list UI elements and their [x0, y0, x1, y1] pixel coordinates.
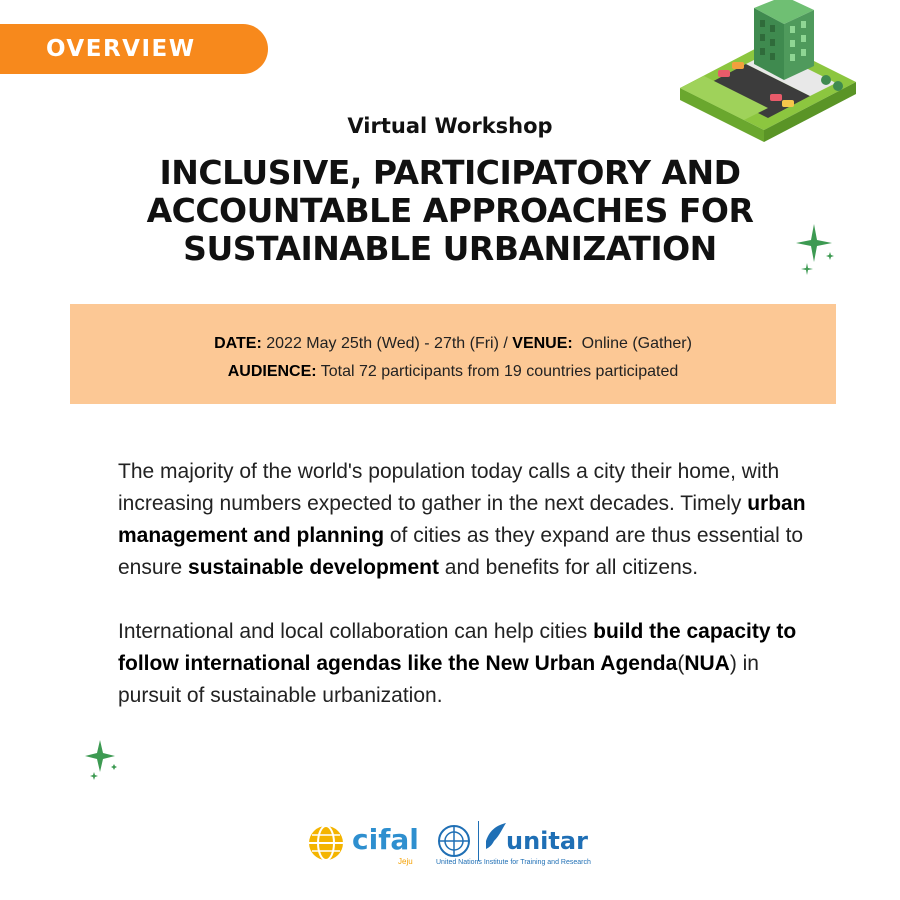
paragraph-2-bold-b: NUA: [684, 652, 730, 675]
unitar-logo-subtext: United Nations Institute for Training and Research: [436, 859, 591, 866]
paragraph-1: [118, 456, 818, 584]
paragraph-2-text-b: (: [677, 652, 685, 675]
sparkle-icon: [790, 220, 840, 280]
description: [118, 456, 818, 744]
paragraph-1-bold-a: urban management and planning: [118, 492, 806, 547]
unitar-logo-text: unitar: [506, 827, 588, 855]
paragraph-1-bold-b: sustainable development: [188, 556, 439, 579]
event-type: Virtual Workshop: [347, 114, 553, 138]
overview-badge-label: OVERVIEW: [46, 36, 196, 62]
title-line-3: SUSTAINABLE URBANIZATION: [183, 229, 717, 268]
venue-label: VENUE:: [512, 335, 573, 352]
paragraph-1-text-b: of cities as they expand are thus essential to ensure: [118, 524, 804, 579]
audience-label: AUDIENCE:: [227, 363, 317, 380]
audience-line: [70, 358, 836, 386]
paragraph-1-text-a: The majority of the world's population today calls a city their home, with increasing numbers expected to gather in the next decades. Timely: [118, 460, 780, 515]
overview-badge: [0, 24, 268, 74]
cifal-globe-logo: [306, 823, 346, 863]
paragraph-2-text-a: International and local collaboration can help cities: [118, 620, 594, 643]
date-venue-line: [70, 330, 836, 358]
title-line-1: INCLUSIVE, PARTICIPATORY AND: [159, 153, 741, 192]
title-line-2: ACCOUNTABLE APPROACHES FOR: [146, 191, 754, 230]
logo-divider: [478, 821, 479, 861]
audience-value: Total 72 participants from 19 countries participated: [316, 363, 679, 380]
venue-value: Online (Gather): [572, 335, 692, 352]
cifal-logo-text: cifal: [352, 823, 419, 856]
sparkle-icon: [82, 738, 122, 782]
un-emblem-logo: [436, 823, 472, 859]
paragraph-2-text-c: ) in pursuit of sustainable urbanization.: [118, 652, 759, 707]
workshop-title: [100, 154, 800, 268]
event-info-panel: [70, 304, 836, 404]
cifal-logo-subtext: Jeju: [398, 857, 413, 866]
paragraph-2: [118, 616, 818, 712]
partner-logos: [300, 815, 620, 875]
paragraph-2-bold-a: build the capacity to follow international agendas like the New Urban Agenda: [118, 620, 797, 675]
date-value: 2022 May 25th (Wed) - 27th (Fri) /: [261, 335, 513, 352]
paragraph-1-text-c: and benefits for all citizens.: [438, 556, 699, 579]
date-label: DATE:: [214, 335, 262, 352]
unitar-bird-logo: [484, 821, 508, 851]
